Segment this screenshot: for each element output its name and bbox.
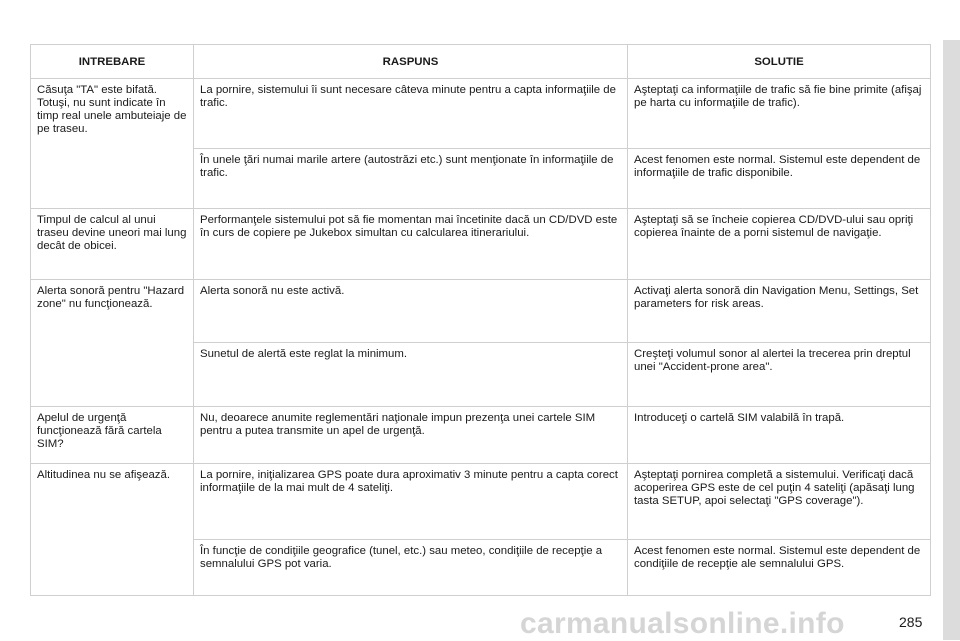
header-intrebare: INTREBARE bbox=[31, 45, 194, 79]
answer-cell: În funcţie de condiţiile geografice (tunel, etc.) sau meteo, condiţiile de recepţie a semnalului GPS pot varia. bbox=[194, 540, 628, 596]
faq-table bbox=[30, 44, 931, 596]
faq-page bbox=[30, 44, 930, 596]
solution-cell: Aşteptaţi ca informaţiile de trafic să fie bine primite (afişaj pe harta cu informaţiile de trafic). bbox=[628, 79, 931, 149]
answer-cell: Nu, deoarece anumite reglementări naţionale impun prezenţa unei cartele SIM pentru a putea transmite un apel de urgenţă. bbox=[194, 407, 628, 464]
solution-cell: Acest fenomen este normal. Sistemul este dependent de informaţiile de trafic disponibile. bbox=[628, 149, 931, 209]
table-row bbox=[31, 280, 931, 343]
question-cell: Alerta sonoră pentru "Hazard zone" nu funcţionează. bbox=[31, 280, 194, 407]
question-cell: Apelul de urgenţă funcţionează fără cartela SIM? bbox=[31, 407, 194, 464]
page-number: 285 bbox=[899, 614, 923, 630]
watermark: carmanualsonline.info bbox=[520, 607, 845, 640]
header-solutie: SOLUTIE bbox=[628, 45, 931, 79]
solution-cell: Acest fenomen este normal. Sistemul este dependent de condiţiile de recepţie ale semnalului GPS. bbox=[628, 540, 931, 596]
question-cell: Timpul de calcul al unui traseu devine uneori mai lung decât de obicei. bbox=[31, 209, 194, 280]
answer-cell: Sunetul de alertă este reglat la minimum. bbox=[194, 343, 628, 407]
answer-cell: La pornire, iniţializarea GPS poate dura aproximativ 3 minute pentru a capta corect informaţiile de la mai mult de 4 sateliţi. bbox=[194, 464, 628, 540]
table-row bbox=[31, 209, 931, 280]
question-cell: Căsuţa "TA" este bifată. Totuşi, nu sunt indicate în timp real unele ambuteiaje de pe traseu. bbox=[31, 79, 194, 209]
table-row bbox=[31, 407, 931, 464]
answer-cell: La pornire, sistemului îi sunt necesare câteva minute pentru a capta informaţiile de trafic. bbox=[194, 79, 628, 149]
table-row bbox=[31, 79, 931, 149]
page-side-tab bbox=[943, 40, 960, 640]
solution-cell: Aşteptaţi să se încheie copierea CD/DVD-ului sau opriţi copierea înainte de a porni sistemul de navigaţie. bbox=[628, 209, 931, 280]
answer-cell: Performanţele sistemului pot să fie momentan mai încetinite dacă un CD/DVD este în curs de copiere pe Jukebox simultan cu calcularea itinerariului. bbox=[194, 209, 628, 280]
header-raspuns: RASPUNS bbox=[194, 45, 628, 79]
solution-cell: Activaţi alerta sonoră din Navigation Menu, Settings, Set parameters for risk areas. bbox=[628, 280, 931, 343]
table-row bbox=[31, 464, 931, 540]
solution-cell: Creşteţi volumul sonor al alertei la trecerea prin dreptul unei "Accident-prone area". bbox=[628, 343, 931, 407]
solution-cell: Aşteptaţi pornirea completă a sistemului. Verificaţi dacă acoperirea GPS este de cel puţin 4 sateliţi (apăsaţi lung tasta SETUP, apoi selectaţi "GPS coverage"). bbox=[628, 464, 931, 540]
question-cell: Altitudinea nu se afişează. bbox=[31, 464, 194, 596]
table-header-row bbox=[31, 45, 931, 79]
solution-cell: Introduceţi o cartelă SIM valabilă în trapă. bbox=[628, 407, 931, 464]
answer-cell: Alerta sonoră nu este activă. bbox=[194, 280, 628, 343]
answer-cell: În unele ţări numai marile artere (autostrăzi etc.) sunt menţionate în informaţiile de trafic. bbox=[194, 149, 628, 209]
